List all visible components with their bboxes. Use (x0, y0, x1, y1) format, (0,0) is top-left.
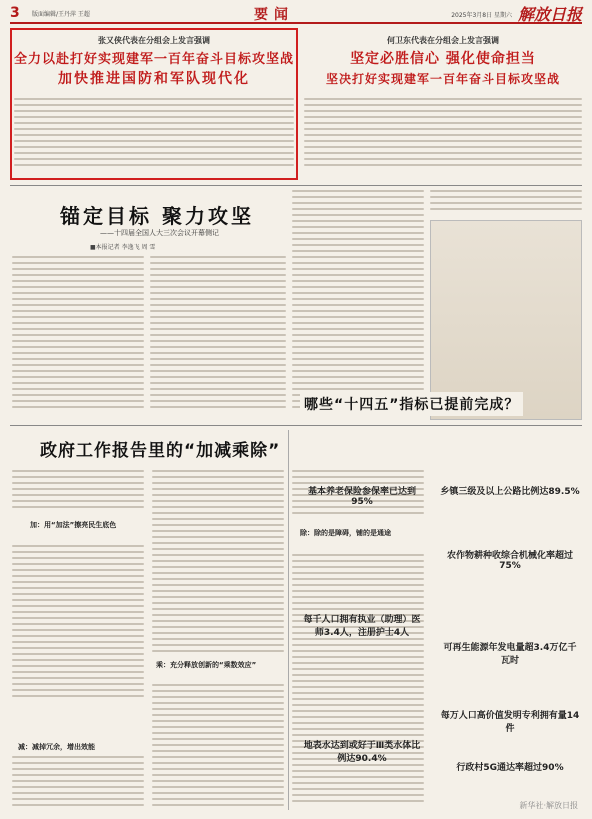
feature3-subhead-add: 加：用“加法”擦亮民生底色 (30, 521, 117, 529)
left-story-kicker: 张又侠代表在分组会上发言强调 (98, 36, 210, 45)
page-number: 3 (10, 5, 20, 21)
right-story-headline-2: 坚决打好实现建军一百年奋斗目标攻坚战 (325, 72, 560, 86)
feature1-body-col2 (150, 256, 286, 416)
feature2-subhead-7: 农作物耕种收综合机械化率超过75% (446, 551, 573, 571)
feature1-byline: ■本报记者 李逸飞 周 雪 (90, 244, 156, 251)
newspaper-logo: 解放日报 (517, 5, 582, 24)
divider (10, 425, 582, 426)
watermark: 新华社·解放日报 (519, 801, 578, 810)
feature2-subhead-4: 可再生能源年发电量超3.4万亿千瓦时 (443, 643, 577, 666)
feature3-body-col3b (292, 554, 424, 810)
feature1-body-col1 (12, 256, 144, 416)
right-story-body (304, 98, 582, 176)
divider (10, 185, 582, 186)
feature2-subhead-2: 乡镇三级及以上公路比例达89.5% (440, 487, 580, 497)
feature1-body-col3 (292, 190, 424, 416)
page-masthead (10, 4, 582, 24)
editors-line: 版面编辑/王丹萍 王超 (32, 11, 90, 18)
right-story-headline-1: 坚定必胜信心 强化使命担当 (350, 51, 536, 67)
feature2-subhead-3: 每千人口拥有执业（助理）医师3.4人，注册护士4人 (303, 615, 421, 638)
feature2-subhead-5: 地表水达到或好于Ⅲ类水体比例达90.4% (303, 741, 421, 764)
feature3-body-col1a (12, 470, 144, 516)
left-story-body (14, 98, 294, 176)
feature1-subheadline: ——十四届全国人大三次会议开幕侧记 (100, 229, 219, 237)
feature3-subhead-multiply: 乘：充分释放创新的“乘数效应” (156, 661, 257, 669)
left-story-headline-1: 全力以赴打好实现建军一百年奋斗目标攻坚战 (13, 52, 294, 67)
feature1-headline: 锚定目标 聚力攻坚 (60, 204, 254, 228)
section-title: 要闻 (254, 7, 294, 23)
issue-date: 2025年3月8日 星期六 (451, 12, 512, 19)
feature2-subhead-1: 基本养老保险参保率已达到95% (307, 487, 416, 507)
feature1-body-col4 (430, 190, 582, 218)
right-story-kicker: 何卫东代表在分组会上发言强调 (387, 36, 499, 45)
feature3-body-col2b (152, 684, 284, 810)
feature2-subhead-6: 行政村5G通达率超过90% (456, 763, 564, 773)
feature3-subhead-divide: 除：除的是障碍，铺的是通途 (300, 529, 391, 537)
feature2-headline: 哪些“十四五”指标已提前完成？ (300, 392, 523, 416)
feature3-headline: 政府工作报告里的“加减乘除” (40, 441, 281, 461)
left-story-headline-2: 加快推进国防和军队现代化 (58, 71, 250, 87)
feature3-body-col1c (12, 756, 144, 811)
feature3-body-col2a (152, 470, 284, 656)
feature3-subhead-subtract: 减：减掉冗余，增出效能 (18, 743, 95, 751)
feature3-body-col1b (12, 545, 144, 705)
feature-photo (430, 220, 582, 420)
feature2-subhead-8: 每万人口高价值发明专利拥有量14件 (440, 711, 580, 734)
column-rule (288, 430, 289, 810)
